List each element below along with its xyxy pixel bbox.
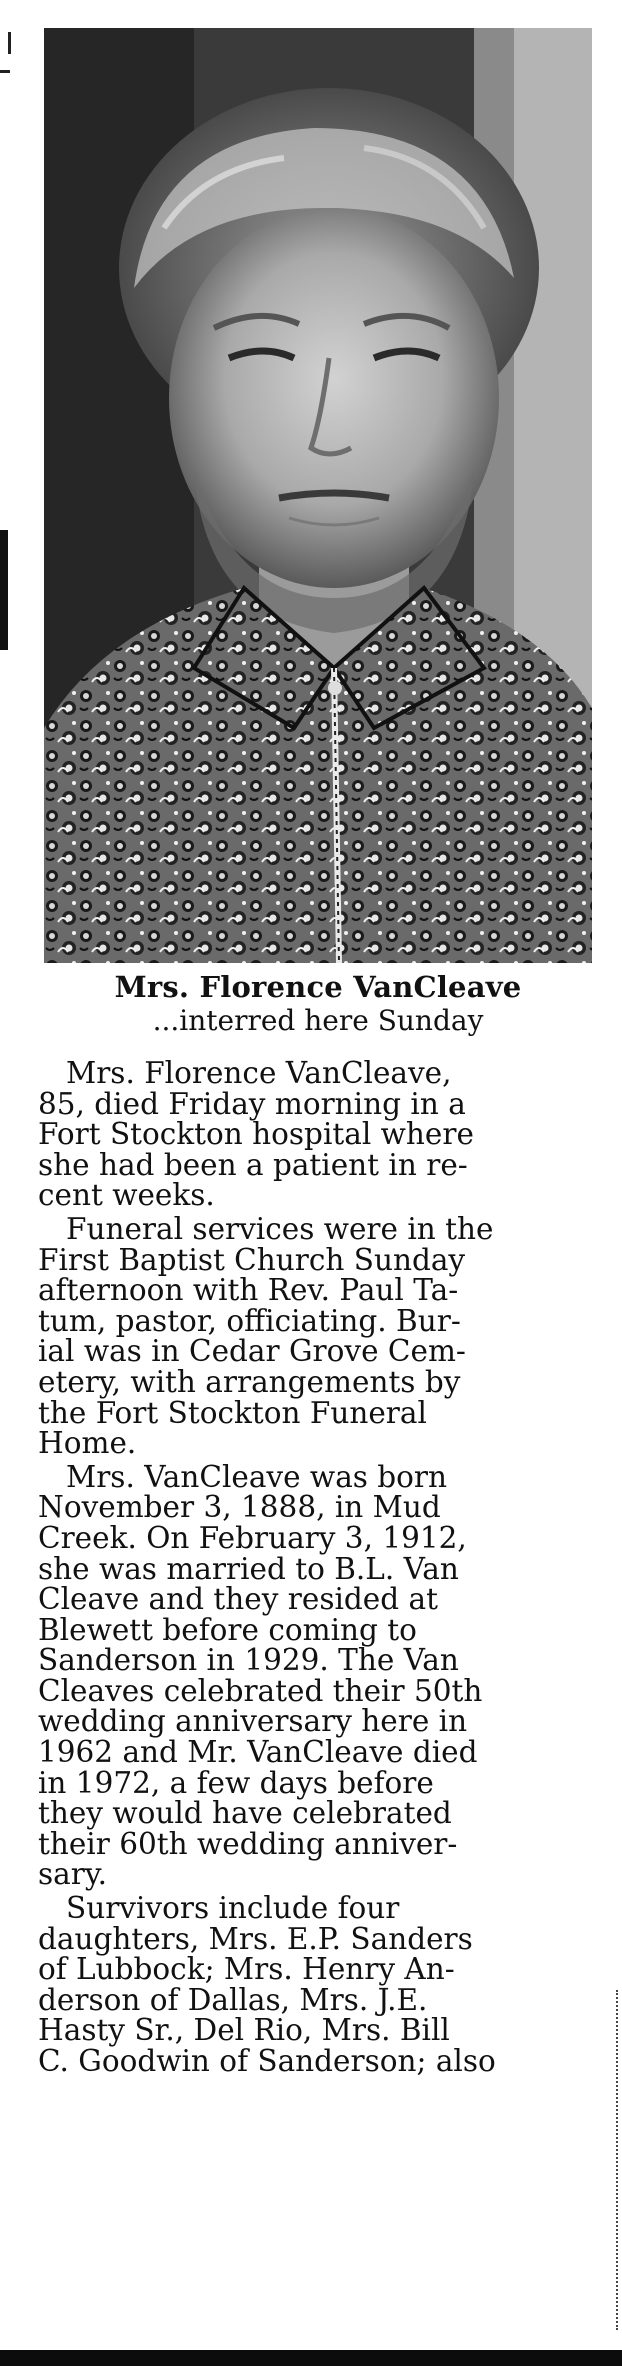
bottom-border [0,2350,622,2366]
article-paragraph: Mrs. Florence VanCleave, 85, died Friday morning in a Fort Stockton hospital where she had been a patient in re- cent weeks. [38,1056,474,1213]
article-paragraph: Mrs. VanCleave was born November 3, 1888, in Mud Creek. On February 3, 1912, she was married to B.L. Van Cleave and they resided at Blewett before coming to Sanderson in 1929. The Van Cleaves celebrated their 50th wedding anniversary here in 1962 and Mr. VanCleave died in 1972, a few days before they would have celebrated their 60th wedding anniver- sary. [38,1459,483,1892]
photo-caption [44,970,592,1038]
margin-artifact [0,70,10,73]
margin-artifact [0,32,11,54]
article-paragraph: Funeral services were in the First Baptist Church Sunday afternoon with Rev. Paul Ta- tum, pastor, officiating. Bur- ial was in Cedar Grove Cem- etery, with arrangements by the Fort Stockton Funeral Home. [38,1211,494,1461]
margin-artifact [610,1990,618,2330]
margin-artifact [0,530,8,650]
obituary-article [38,1058,598,2080]
portrait-photo [44,28,592,963]
caption-name: Mrs. Florence VanCleave [114,970,522,1004]
caption-subtitle: ...interred here Sunday [152,1004,484,1037]
article-paragraph: Survivors include four daughters, Mrs. E.P. Sanders of Lubbock; Mrs. Henry An- derson of Dallas, Mrs. J.E. Hasty Sr., Del Rio, Mrs. Bill C. Goodwin of Sanderson; also [38,1891,496,2078]
